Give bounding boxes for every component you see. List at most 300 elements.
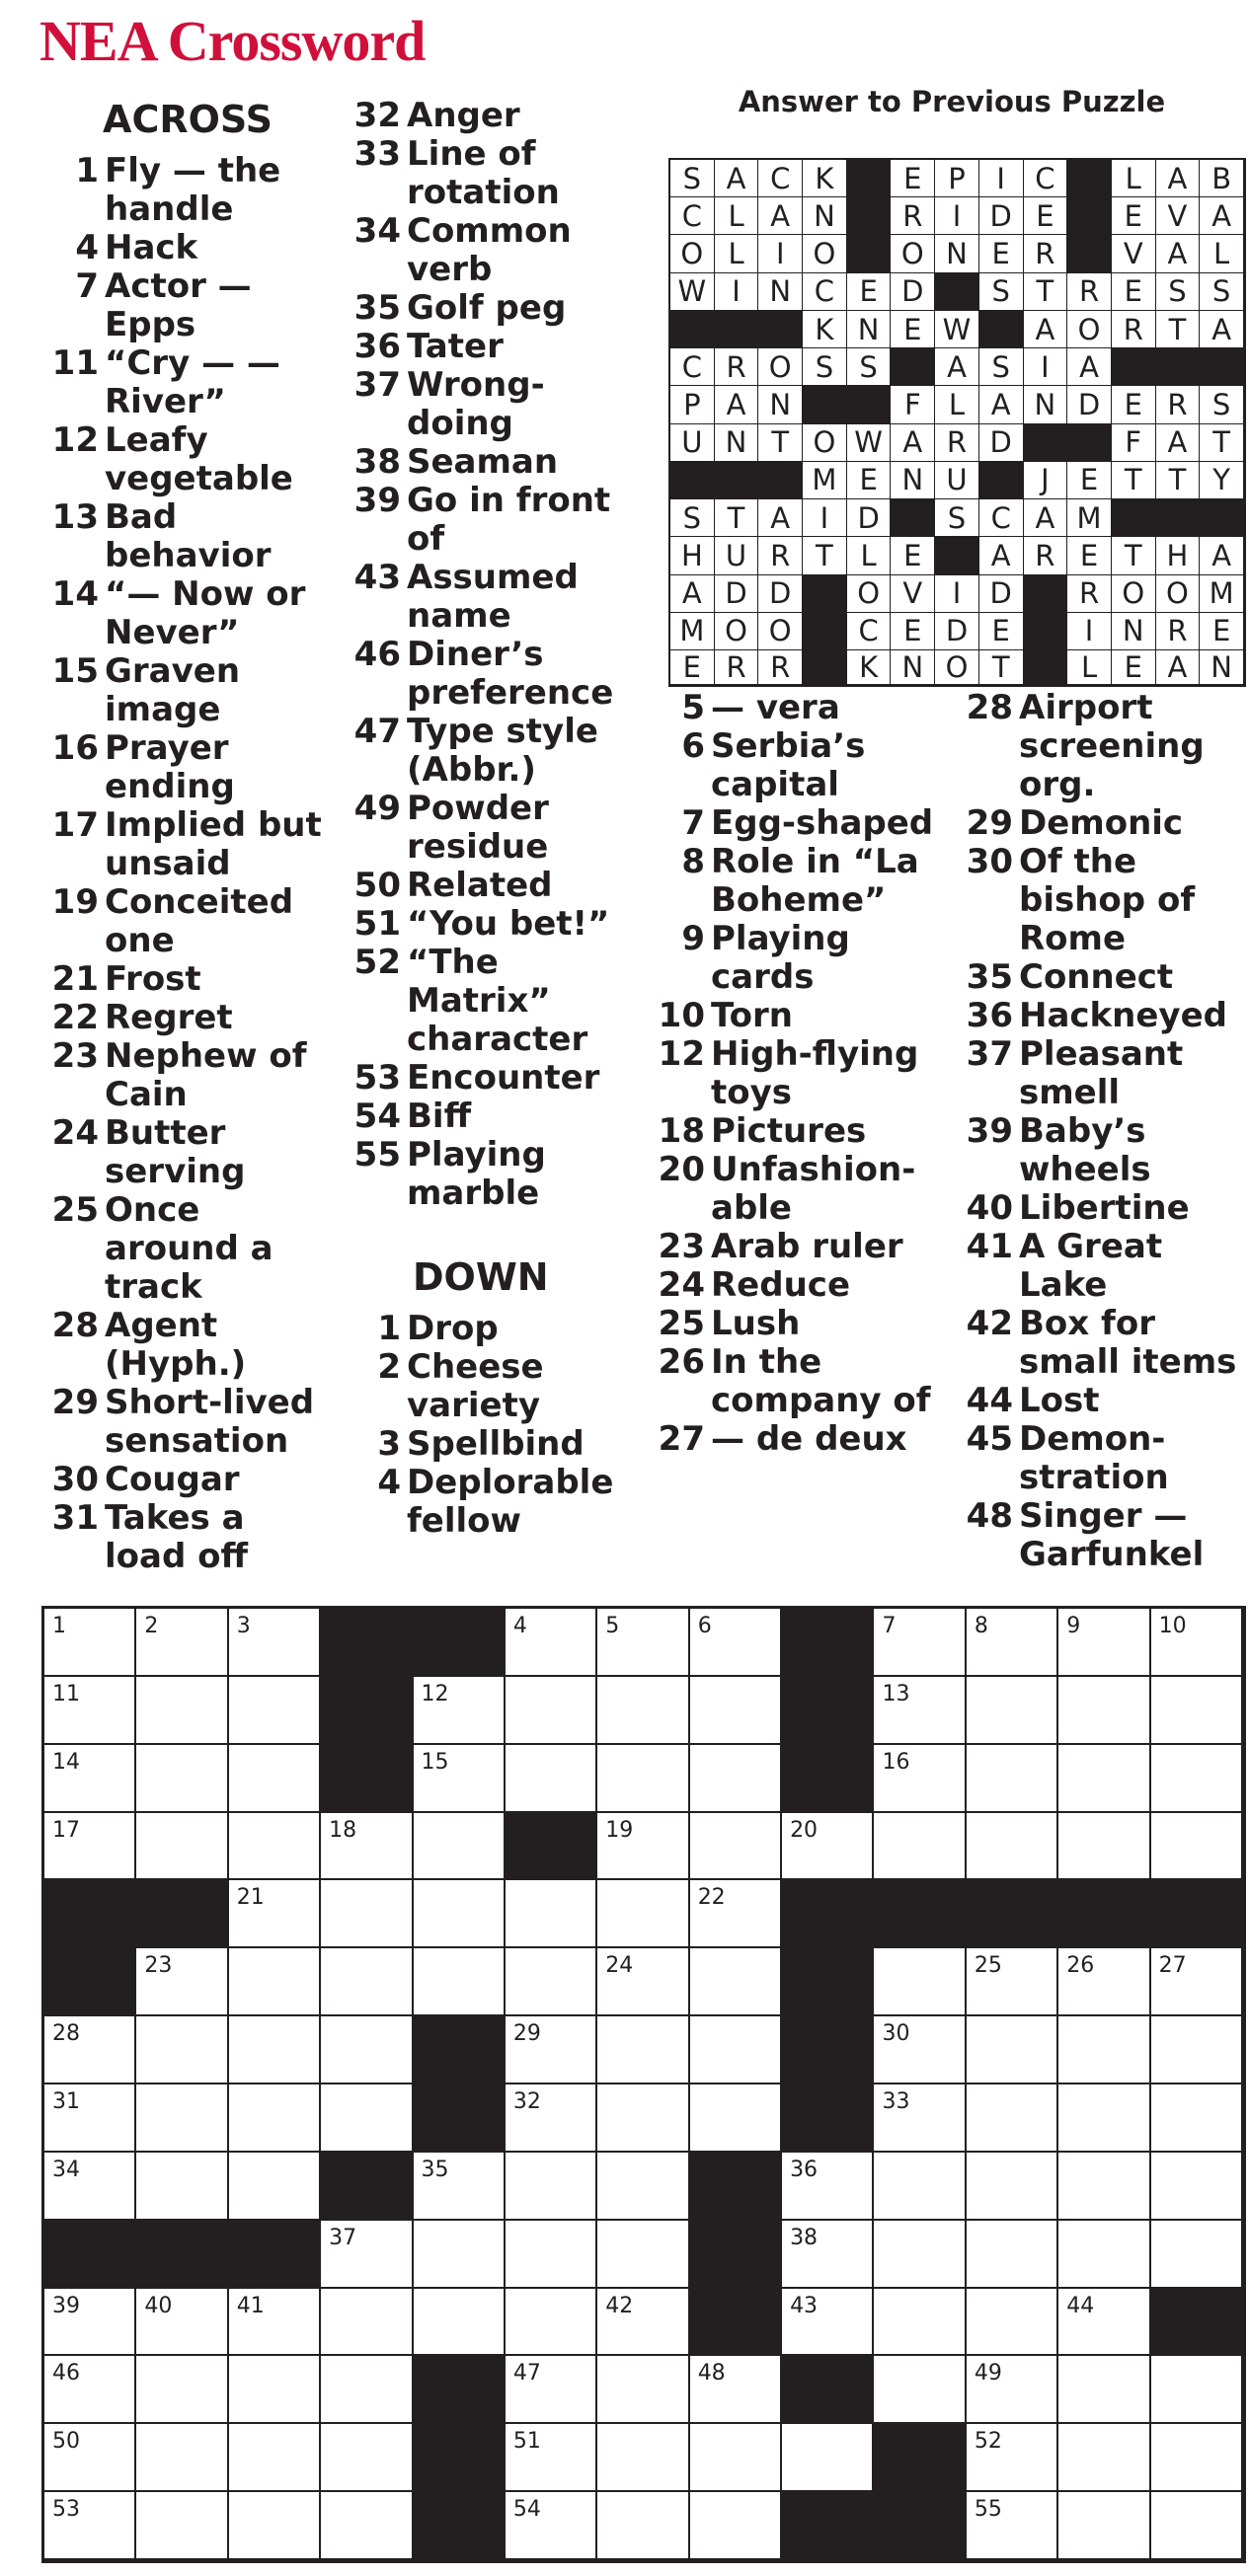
previous-letter-cell: D	[891, 273, 935, 311]
grid-cell[interactable]	[1058, 1745, 1150, 1813]
grid-cell[interactable]	[229, 2356, 321, 2424]
grid-cell[interactable]	[1058, 2016, 1150, 2084]
previous-letter-cell: A	[1200, 197, 1244, 235]
previous-letter-cell: E	[847, 273, 892, 311]
grid-cell[interactable]	[506, 2356, 597, 2424]
grid-cell[interactable]	[506, 2492, 597, 2560]
previous-letter-cell: I	[979, 160, 1024, 197]
cell-number: 42	[605, 2293, 634, 2318]
grid-cell[interactable]	[44, 1609, 136, 1677]
grid-cell[interactable]	[506, 2289, 597, 2357]
grid-cell[interactable]	[136, 1677, 228, 1745]
down-clue	[650, 804, 956, 843]
previous-letter-cell: O	[803, 424, 847, 462]
grid-cell[interactable]	[1151, 1813, 1243, 1881]
across-clue	[39, 806, 336, 883]
previous-letter-cell: R	[891, 197, 935, 235]
grid-cell[interactable]	[874, 1609, 966, 1677]
previous-black-square	[847, 235, 892, 272]
grid-cell[interactable]	[321, 2356, 413, 2424]
previous-letter-cell: S	[979, 273, 1024, 311]
grid-cell[interactable]	[506, 1745, 597, 1813]
previous-letter-cell: N	[758, 386, 803, 423]
cell-number: 21	[236, 1885, 265, 1911]
grid-cell[interactable]	[321, 1880, 413, 1948]
previous-letter-cell: S	[979, 348, 1024, 386]
grid-cell[interactable]	[1151, 1948, 1243, 2016]
previous-letter-cell: N	[891, 650, 935, 685]
grid-cell[interactable]	[229, 2084, 321, 2153]
previous-letter-cell: F	[1112, 424, 1156, 462]
clue-number: 37	[966, 1034, 1013, 1074]
previous-black-square	[803, 575, 847, 613]
grid-cell[interactable]	[1151, 2084, 1243, 2153]
grid-cell[interactable]	[874, 1745, 966, 1813]
grid-cell[interactable]	[229, 2492, 321, 2560]
grid-cell[interactable]	[1151, 2153, 1243, 2221]
grid-cell[interactable]	[1151, 2221, 1243, 2289]
grid-cell[interactable]	[414, 1880, 506, 1948]
grid-cell[interactable]	[597, 2221, 689, 2289]
grid-cell[interactable]	[136, 2492, 228, 2560]
grid-cell[interactable]	[44, 2084, 136, 2153]
grid-cell[interactable]	[506, 2016, 597, 2084]
grid-cell[interactable]	[690, 2016, 782, 2084]
previous-letter-cell: N	[1024, 386, 1068, 423]
clue-number: 13	[51, 497, 99, 537]
previous-letter-cell: W	[847, 424, 892, 462]
grid-cell[interactable]	[1058, 2221, 1150, 2289]
previous-letter-cell: A	[715, 160, 759, 197]
clue-text: “You bet!”	[407, 904, 610, 944]
previous-letter-cell: E	[1067, 462, 1112, 499]
grid-cell[interactable]	[597, 2016, 689, 2084]
grid-cell[interactable]	[229, 2153, 321, 2221]
previous-letter-cell: R	[758, 650, 803, 685]
previous-letter-cell: A	[979, 537, 1024, 574]
across-clue	[39, 1384, 336, 1461]
grid-cell[interactable]	[967, 2492, 1058, 2560]
clue-text: Box for small items	[1019, 1304, 1237, 1382]
clue-number: 2	[377, 1347, 401, 1387]
grid-cell[interactable]	[44, 2356, 136, 2424]
grid-cell[interactable]	[690, 1609, 782, 1677]
clue-text: Tater	[407, 327, 504, 366]
grid-cell[interactable]	[874, 2153, 966, 2221]
clue-number: 44	[966, 1381, 1013, 1420]
grid-cell[interactable]	[967, 1948, 1058, 2016]
previous-letter-cell: N	[891, 462, 935, 499]
cell-number: 44	[1066, 2293, 1095, 2318]
grid-cell[interactable]	[597, 2424, 689, 2492]
grid-cell[interactable]	[136, 2016, 228, 2084]
grid-cell[interactable]	[597, 1813, 689, 1881]
grid-cell[interactable]	[1058, 2289, 1150, 2357]
previous-letter-cell: L	[1067, 650, 1112, 685]
grid-cell[interactable]	[136, 2356, 228, 2424]
clue-number: 40	[966, 1188, 1013, 1228]
grid-cell[interactable]	[1058, 2356, 1150, 2424]
grid-cell[interactable]	[1151, 2356, 1243, 2424]
previous-letter-cell: O	[758, 348, 803, 386]
grid-cell[interactable]	[967, 2084, 1058, 2153]
clue-number: 47	[353, 712, 401, 751]
grid-cell[interactable]	[874, 2016, 966, 2084]
cell-number: 28	[52, 2021, 80, 2047]
black-square	[1151, 2289, 1243, 2357]
down-column-2	[956, 689, 1249, 1574]
black-square	[414, 2016, 506, 2084]
grid-cell[interactable]	[321, 1948, 413, 2016]
grid-cell[interactable]	[414, 1745, 506, 1813]
cell-number: 36	[790, 2157, 819, 2182]
previous-black-square	[935, 273, 979, 311]
grid-cell[interactable]	[136, 1745, 228, 1813]
across-clue	[39, 883, 336, 960]
previous-letter-cell: U	[670, 424, 715, 462]
grid-cell[interactable]	[967, 2221, 1058, 2289]
clue-number: 17	[51, 805, 99, 845]
grid-cell[interactable]	[506, 2424, 597, 2492]
grid-cell[interactable]	[414, 2289, 506, 2357]
clue-number: 6	[681, 726, 705, 766]
crossword-grid	[41, 1606, 1246, 2563]
grid-cell[interactable]	[136, 2289, 228, 2357]
grid-cell[interactable]	[136, 2424, 228, 2492]
black-square	[136, 2221, 228, 2289]
clue-number: 36	[353, 327, 401, 366]
grid-cell[interactable]	[229, 1609, 321, 1677]
grid-cell[interactable]	[414, 2221, 506, 2289]
previous-letter-cell: D	[715, 575, 759, 613]
previous-letter-cell: E	[979, 235, 1024, 272]
grid-cell[interactable]	[782, 2424, 874, 2492]
previous-letter-cell: N	[803, 197, 847, 235]
grid-cell[interactable]	[597, 2153, 689, 2221]
down-clue	[650, 1343, 956, 1420]
previous-letter-cell: O	[715, 613, 759, 650]
clue-text: Nephew of Cain	[105, 1036, 319, 1114]
grid-cell[interactable]	[229, 1880, 321, 1948]
previous-letter-cell: E	[1112, 197, 1156, 235]
clue-number: 39	[966, 1111, 1013, 1151]
grid-cell[interactable]	[136, 1948, 228, 2016]
cell-number: 9	[1066, 1614, 1081, 1638]
grid-cell[interactable]	[782, 1813, 874, 1881]
grid-cell[interactable]	[967, 2016, 1058, 2084]
grid-cell[interactable]	[44, 2492, 136, 2560]
cell-number: 47	[512, 2361, 541, 2387]
grid-cell[interactable]	[506, 1609, 597, 1677]
clue-number: 31	[51, 1498, 99, 1538]
cell-number: 20	[790, 1817, 819, 1843]
grid-cell[interactable]	[44, 1745, 136, 1813]
clue-text: Lost	[1019, 1381, 1100, 1420]
clue-text: Diner’s preference	[407, 635, 614, 713]
previous-letter-cell: D	[758, 575, 803, 613]
grid-cell[interactable]	[967, 1677, 1058, 1745]
grid-cell[interactable]	[690, 2424, 782, 2492]
down-clue	[650, 843, 956, 920]
grid-cell[interactable]	[229, 2424, 321, 2492]
grid-cell[interactable]	[321, 2084, 413, 2153]
clue-text: Powder residue	[407, 789, 561, 867]
grid-cell[interactable]	[1058, 1609, 1150, 1677]
black-square	[967, 1880, 1058, 1948]
across-heading: ACROSS	[103, 98, 273, 141]
previous-letter-cell: E	[1112, 273, 1156, 311]
previous-letter-cell: R	[1067, 273, 1112, 311]
grid-cell[interactable]	[874, 2221, 966, 2289]
grid-cell[interactable]	[414, 1813, 506, 1881]
grid-cell[interactable]	[44, 2153, 136, 2221]
grid-cell[interactable]	[229, 2016, 321, 2084]
grid-cell[interactable]	[414, 1677, 506, 1745]
grid-cell[interactable]	[874, 2356, 966, 2424]
grid-cell[interactable]	[597, 1745, 689, 1813]
grid-cell[interactable]	[782, 2221, 874, 2289]
grid-cell[interactable]	[874, 1677, 966, 1745]
clue-text: — vera	[711, 688, 840, 727]
grid-cell[interactable]	[690, 1948, 782, 2016]
grid-cell[interactable]	[874, 1813, 966, 1881]
grid-cell[interactable]	[506, 1880, 597, 1948]
grid-cell[interactable]	[1151, 2016, 1243, 2084]
previous-black-square	[1024, 613, 1068, 650]
clue-text: “Cry — — River”	[105, 343, 292, 421]
cell-number: 2	[144, 1614, 159, 1638]
grid-cell[interactable]	[1058, 2153, 1150, 2221]
clue-text: Airport screening org.	[1019, 688, 1216, 804]
grid-cell[interactable]	[321, 2221, 413, 2289]
previous-letter-cell: A	[670, 575, 715, 613]
clue-number: 14	[51, 574, 99, 614]
cell-number: 55	[974, 2497, 1002, 2523]
cell-number: 31	[52, 2088, 80, 2114]
grid-cell[interactable]	[690, 1677, 782, 1745]
grid-cell[interactable]	[321, 2424, 413, 2492]
previous-letter-cell: O	[670, 235, 715, 272]
grid-cell[interactable]	[782, 2153, 874, 2221]
grid-cell[interactable]	[321, 2289, 413, 2357]
across-clue	[348, 636, 644, 713]
across-clue	[39, 229, 336, 267]
grid-cell[interactable]	[229, 1813, 321, 1881]
clue-number: 32	[353, 96, 401, 135]
previous-letter-cell: N	[715, 424, 759, 462]
previous-letter-cell: E	[891, 311, 935, 348]
across-clue	[348, 212, 644, 289]
grid-cell[interactable]	[690, 2492, 782, 2560]
clue-number: 51	[353, 904, 401, 944]
grid-cell[interactable]	[1058, 1948, 1150, 2016]
previous-letter-cell: L	[715, 197, 759, 235]
clue-number: 33	[353, 134, 401, 174]
grid-cell[interactable]	[690, 2356, 782, 2424]
clue-text: Pictures	[711, 1111, 867, 1151]
grid-cell[interactable]	[229, 1948, 321, 2016]
previous-letter-cell: S	[803, 348, 847, 386]
grid-cell[interactable]	[967, 2153, 1058, 2221]
cell-number: 39	[52, 2293, 80, 2318]
previous-letter-cell: D	[979, 424, 1024, 462]
grid-cell[interactable]	[136, 2084, 228, 2153]
previous-letter-cell: B	[1200, 160, 1244, 197]
grid-cell[interactable]	[967, 1745, 1058, 1813]
grid-cell[interactable]	[44, 2016, 136, 2084]
grid-cell[interactable]	[136, 2153, 228, 2221]
previous-letter-cell: R	[1156, 613, 1201, 650]
black-square	[782, 2016, 874, 2084]
grid-cell[interactable]	[44, 1677, 136, 1745]
grid-cell[interactable]	[597, 1609, 689, 1677]
grid-cell[interactable]	[597, 1677, 689, 1745]
black-square	[44, 1948, 136, 2016]
grid-cell[interactable]	[506, 1948, 597, 2016]
grid-cell[interactable]	[1151, 2424, 1243, 2492]
cell-number: 13	[882, 1681, 910, 1706]
grid-cell[interactable]	[414, 1948, 506, 2016]
clue-text: Hack	[105, 228, 198, 267]
black-square	[782, 1745, 874, 1813]
previous-black-square	[715, 462, 759, 499]
across-clue	[348, 328, 644, 366]
grid-cell[interactable]	[597, 2084, 689, 2153]
across-clue	[348, 482, 644, 559]
black-square	[136, 1880, 228, 1948]
black-square	[1151, 1880, 1243, 1948]
grid-cell[interactable]	[229, 1677, 321, 1745]
grid-cell[interactable]	[967, 2289, 1058, 2357]
grid-cell[interactable]	[597, 1948, 689, 2016]
previous-black-square	[1067, 160, 1112, 197]
previous-letter-cell: T	[1112, 462, 1156, 499]
grid-cell[interactable]	[1151, 1677, 1243, 1745]
across-clue	[348, 366, 644, 443]
cell-number: 15	[421, 1749, 449, 1775]
down-clue	[650, 689, 956, 727]
clue-number: 11	[51, 343, 99, 383]
previous-letter-cell: W	[935, 311, 979, 348]
grid-cell[interactable]	[1151, 2492, 1243, 2560]
grid-cell[interactable]	[967, 2356, 1058, 2424]
grid-cell[interactable]	[967, 2424, 1058, 2492]
grid-cell[interactable]	[44, 1813, 136, 1881]
grid-cell[interactable]	[414, 2153, 506, 2221]
grid-cell[interactable]	[1058, 1677, 1150, 1745]
grid-cell[interactable]	[967, 1609, 1058, 1677]
grid-cell[interactable]	[597, 2289, 689, 2357]
grid-cell[interactable]	[136, 1609, 228, 1677]
clue-text: Conceited one	[105, 882, 305, 960]
down-clue	[956, 1228, 1249, 1305]
across-clue	[348, 135, 644, 212]
previous-letter-cell: N	[1112, 613, 1156, 650]
grid-cell[interactable]	[597, 2356, 689, 2424]
previous-letter-cell: I	[935, 575, 979, 613]
cell-number: 19	[605, 1817, 634, 1843]
clue-number: 29	[51, 1383, 99, 1422]
grid-cell[interactable]	[1058, 1813, 1150, 1881]
cell-number: 43	[790, 2293, 819, 2318]
grid-cell[interactable]	[1058, 2084, 1150, 2153]
previous-letter-cell: T	[1156, 311, 1201, 348]
grid-cell[interactable]	[44, 2424, 136, 2492]
grid-cell[interactable]	[1151, 1609, 1243, 1677]
clue-number: 8	[681, 842, 705, 881]
previous-letter-cell: A	[935, 348, 979, 386]
grid-cell[interactable]	[1151, 1745, 1243, 1813]
grid-cell[interactable]	[690, 2084, 782, 2153]
previous-letter-cell: A	[1156, 650, 1201, 685]
cell-number: 40	[144, 2293, 173, 2318]
down-clue	[956, 1420, 1249, 1497]
clue-number: 28	[51, 1306, 99, 1345]
grid-cell[interactable]	[229, 2289, 321, 2357]
across-clue	[39, 1114, 336, 1191]
grid-cell[interactable]	[690, 1745, 782, 1813]
grid-cell[interactable]	[136, 1813, 228, 1881]
grid-cell[interactable]	[229, 1745, 321, 1813]
clue-text: Wrong-doing	[407, 365, 545, 443]
clue-number: 4	[377, 1463, 401, 1502]
cell-number: 35	[421, 2157, 449, 2182]
grid-cell[interactable]	[506, 2084, 597, 2153]
previous-black-square	[715, 311, 759, 348]
grid-cell[interactable]	[321, 2492, 413, 2560]
grid-cell[interactable]	[597, 2492, 689, 2560]
previous-letter-cell: A	[758, 499, 803, 537]
across-column-1	[39, 97, 336, 1576]
down-clue	[650, 1112, 956, 1151]
previous-letter-cell: O	[891, 235, 935, 272]
grid-cell[interactable]	[874, 2289, 966, 2357]
cell-number: 6	[697, 1614, 712, 1638]
previous-letter-cell: C	[803, 273, 847, 311]
cell-number: 14	[52, 1749, 80, 1775]
across-clue	[39, 344, 336, 421]
grid-cell[interactable]	[967, 1813, 1058, 1881]
grid-cell[interactable]	[874, 1948, 966, 2016]
black-square	[782, 2084, 874, 2153]
cell-number: 22	[697, 1885, 726, 1911]
grid-cell[interactable]	[1058, 2492, 1150, 2560]
grid-cell[interactable]	[690, 1880, 782, 1948]
grid-cell[interactable]	[597, 1880, 689, 1948]
cell-number: 12	[421, 1681, 449, 1706]
across-clue	[348, 443, 644, 482]
clue-text: Of the bishop of Rome	[1019, 842, 1207, 958]
clue-number: 38	[353, 442, 401, 482]
clue-number: 25	[51, 1190, 99, 1230]
grid-cell[interactable]	[321, 1813, 413, 1881]
grid-cell[interactable]	[782, 2289, 874, 2357]
black-square	[782, 1609, 874, 1677]
grid-cell[interactable]	[321, 2016, 413, 2084]
clue-text: Go in front of	[407, 481, 623, 559]
clue-number: 21	[51, 959, 99, 999]
grid-cell[interactable]	[506, 2221, 597, 2289]
grid-cell[interactable]	[506, 1677, 597, 1745]
black-square	[321, 2153, 413, 2221]
previous-letter-cell: R	[758, 537, 803, 574]
previous-letter-cell: O	[1156, 575, 1201, 613]
grid-cell[interactable]	[874, 2084, 966, 2153]
grid-cell[interactable]	[690, 1813, 782, 1881]
grid-cell[interactable]	[44, 2289, 136, 2357]
grid-cell[interactable]	[506, 2153, 597, 2221]
grid-cell[interactable]	[1058, 2424, 1150, 2492]
